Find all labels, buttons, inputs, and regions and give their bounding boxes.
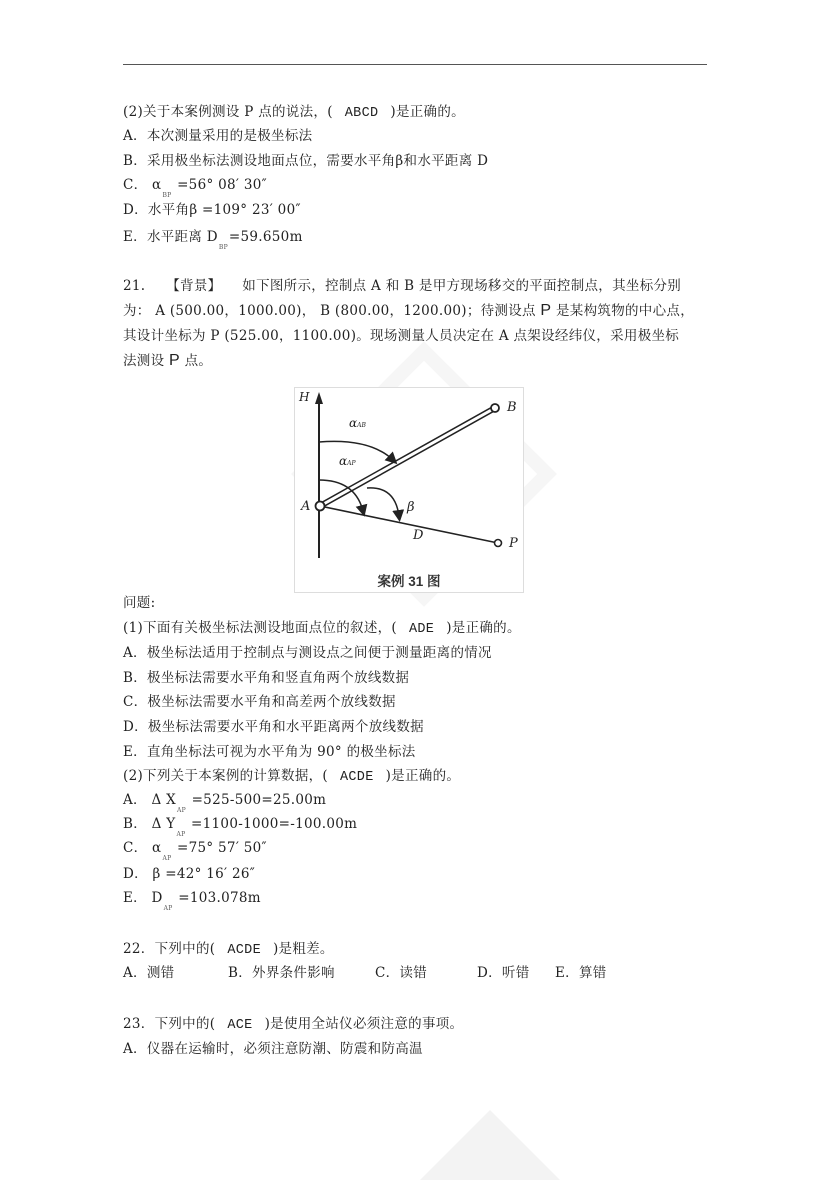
label-alpha-ab <box>349 416 366 430</box>
option-a: A．极坐标法适用于控制点与测设点之间便于测量距离的情况 <box>123 645 492 661</box>
option-text: B． Δ Y <box>123 816 176 832</box>
option-text: =1100-1000=-100.00m <box>186 816 358 832</box>
option-text: E． D <box>123 890 163 906</box>
alpha-symbol: α <box>339 454 348 468</box>
option-e: E．直角坐标法可视为水平角为 90° 的极坐标法 <box>123 744 416 760</box>
option-text: =59.650m <box>228 229 303 245</box>
stem-text: )是使用全站仪必须注意的事项。 <box>264 1016 464 1032</box>
header-rule <box>123 64 707 65</box>
stem-text: (1)下面有关极坐标法测设地面点位的叙述，( <box>123 620 397 636</box>
answer: ABCD <box>344 106 379 121</box>
option-b: B．极坐标法需要水平角和竖直角两个放线数据 <box>123 670 410 686</box>
option-d: D．极坐标法需要水平角和水平距离两个放线数据 <box>123 719 424 735</box>
subscript: AP <box>176 831 186 838</box>
q22-stem <box>123 940 334 960</box>
stem-text: )是粗差。 <box>272 941 334 957</box>
subscript: AP <box>162 855 172 862</box>
subscript: AB <box>357 422 366 429</box>
stem-text: (2)下列关于本案例的计算数据，( <box>123 768 328 784</box>
stem-text: (2)关于本案例测设 P 点的说法，( <box>123 104 333 120</box>
survey-diagram <box>294 387 524 593</box>
subscript: BP <box>218 244 228 251</box>
stem-text: )是正确的。 <box>385 768 461 784</box>
option-text: =75° 57′ 50″ <box>172 840 267 856</box>
option-e <box>123 228 303 249</box>
stem-text: )是正确的。 <box>446 620 521 636</box>
q21-background-line4 <box>123 352 212 370</box>
answer: ACDE <box>227 943 261 958</box>
option-text: C． α <box>123 177 162 193</box>
label-h: H <box>299 390 310 404</box>
answer: ACE <box>227 1018 253 1033</box>
option-c <box>123 176 267 197</box>
option-e <box>123 889 261 910</box>
q23-stem <box>123 1015 463 1035</box>
option-b <box>123 815 357 836</box>
label-a: A <box>301 499 311 514</box>
subscript: AP <box>347 460 356 467</box>
option-d <box>123 865 255 883</box>
option-text: =42° 16′ 26″ <box>160 866 256 882</box>
option-a: A．测错 <box>123 965 175 981</box>
label-alpha-ap <box>339 454 355 468</box>
option-text: D． β <box>123 866 161 882</box>
label-d: D <box>413 528 424 543</box>
option-a: A．本次测量采用的是极坐标法 <box>123 128 313 144</box>
q21-part2-stem <box>123 767 460 787</box>
option-b: B．外界条件影响 <box>228 965 335 981</box>
alpha-symbol: α <box>349 416 358 430</box>
subscript: AP <box>177 807 186 814</box>
option-c <box>123 839 267 860</box>
label-b: B <box>507 400 517 415</box>
option-e: E．算错 <box>555 965 607 981</box>
option-b: B．采用极坐标法测设地面点位，需要水平角β和水平距离 D <box>123 153 489 169</box>
stem-text: )是正确的。 <box>390 104 465 120</box>
option-d: D．水平角β =109° 23′ 00″ <box>123 202 301 218</box>
subscript: BP <box>162 192 172 199</box>
text: 为： A (500.00，1000.00)， B (800.00，1200.00)；待测设点 <box>123 303 541 319</box>
option-c: C．极坐标法需要水平角和高差两个放线数据 <box>123 694 396 710</box>
option-a <box>123 791 326 812</box>
option-a: A．仪器在运输时，必须注意防潮、防震和防高温 <box>123 1041 423 1057</box>
text: 是某构筑物的中心点， <box>551 303 694 319</box>
q21-part1-stem <box>123 619 521 639</box>
questions-label: 问题: <box>123 595 156 611</box>
stem-text: 22．下列中的( <box>123 941 216 957</box>
q21-background-line3: 其设计坐标为 P (525.00，1100.00)。现场测量人员决定在 A 点架设经纬仪，采用极坐标 <box>123 328 680 344</box>
q20-part2-stem <box>123 103 465 123</box>
text: 点。 <box>179 353 213 369</box>
option-text: =525-500=25.00m <box>186 792 327 808</box>
polar-coordinate-diagram <box>295 388 523 568</box>
point-p: P <box>540 302 552 319</box>
label-beta: β <box>407 500 415 515</box>
text: 法测设 <box>123 353 169 369</box>
label-p: P <box>509 536 518 551</box>
answer: ADE <box>409 622 435 637</box>
option-text: =103.078m <box>173 890 261 906</box>
watermark-bottom <box>420 1110 560 1180</box>
option-text: A． Δ X <box>123 792 176 808</box>
point-p: P <box>169 352 180 369</box>
figure-caption: 案例 31 图 <box>377 574 441 589</box>
option-d: D．听错 <box>477 965 530 981</box>
q21-background-line2 <box>123 302 694 320</box>
subscript: AP <box>163 905 173 912</box>
stem-text: 23．下列中的( <box>123 1016 216 1032</box>
option-text: C． α <box>123 840 162 856</box>
option-text: E．水平距离 D <box>123 229 218 245</box>
option-c: C．读错 <box>375 965 428 981</box>
option-text: =56° 08′ 30″ <box>172 177 267 193</box>
q21-background-line1: 21. 【背景】 如下图所示，控制点 A 和 B 是甲方现场移交的平面控制点，其坐标分别 <box>123 278 682 294</box>
answer: ACDE <box>340 770 374 785</box>
